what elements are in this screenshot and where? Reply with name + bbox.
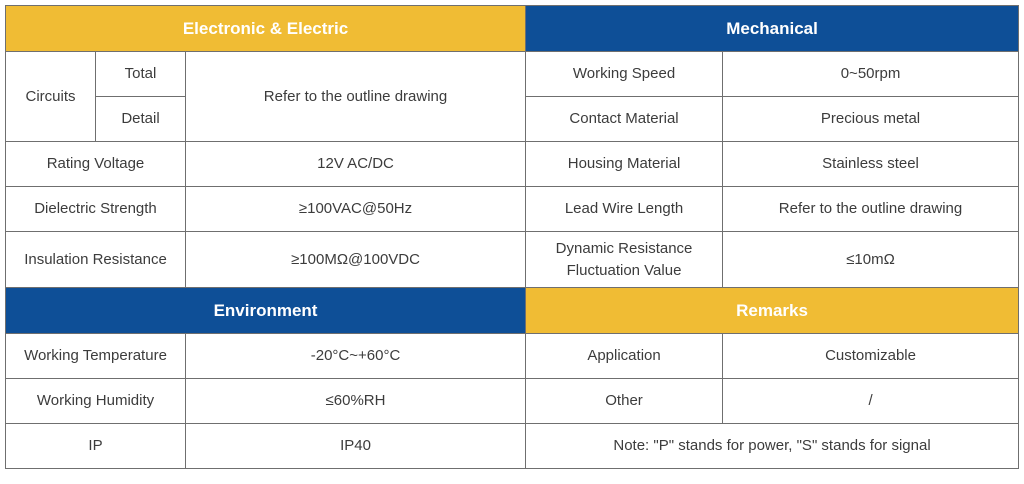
insulation-resistance-value: ≥100MΩ@100VDC	[186, 232, 526, 288]
working-humidity-label: Working Humidity	[6, 379, 186, 424]
table-row	[6, 424, 1019, 469]
table-row	[6, 187, 1019, 232]
table-row	[6, 142, 1019, 187]
other-value: /	[723, 379, 1019, 424]
table-row	[6, 334, 1019, 379]
working-speed-value: 0~50rpm	[723, 52, 1019, 97]
table-row	[6, 379, 1019, 424]
circuits-value: Refer to the outline drawing	[186, 52, 526, 142]
contact-material-label: Contact Material	[526, 97, 723, 142]
dynamic-resistance-label	[526, 232, 723, 288]
table-row	[6, 232, 1019, 288]
insulation-resistance-label: Insulation Resistance	[6, 232, 186, 288]
mechanical-section-header: Mechanical	[526, 6, 1019, 52]
working-humidity-value: ≤60%RH	[186, 379, 526, 424]
application-value: Customizable	[723, 334, 1019, 379]
rating-voltage-label: Rating Voltage	[6, 142, 186, 187]
section-header-row	[6, 288, 1019, 334]
dynamic-resistance-label-line2: Fluctuation Value	[566, 261, 682, 279]
ip-value: IP40	[186, 424, 526, 469]
circuits-detail-label: Detail	[96, 97, 186, 142]
contact-material-value: Precious metal	[723, 97, 1019, 142]
dynamic-resistance-value: ≤10mΩ	[723, 232, 1019, 288]
section-header-row	[6, 6, 1019, 52]
housing-material-value: Stainless steel	[723, 142, 1019, 187]
remarks-section-header: Remarks	[526, 288, 1019, 334]
lead-wire-length-value: Refer to the outline drawing	[723, 187, 1019, 232]
dielectric-strength-value: ≥100VAC@50Hz	[186, 187, 526, 232]
working-temperature-label: Working Temperature	[6, 334, 186, 379]
lead-wire-length-label: Lead Wire Length	[526, 187, 723, 232]
electronic-section-header: Electronic & Electric	[6, 6, 526, 52]
application-label: Application	[526, 334, 723, 379]
other-label: Other	[526, 379, 723, 424]
rating-voltage-value: 12V AC/DC	[186, 142, 526, 187]
table-row	[6, 52, 1019, 97]
working-speed-label: Working Speed	[526, 52, 723, 97]
circuits-label: Circuits	[6, 52, 96, 142]
housing-material-label: Housing Material	[526, 142, 723, 187]
remarks-note: Note: "P" stands for power, "S" stands for signal	[526, 424, 1019, 469]
dielectric-strength-label: Dielectric Strength	[6, 187, 186, 232]
working-temperature-value: -20°C~+60°C	[186, 334, 526, 379]
spec-table	[5, 5, 1019, 469]
circuits-total-label: Total	[96, 52, 186, 97]
environment-section-header: Environment	[6, 288, 526, 334]
dynamic-resistance-label-line1: Dynamic Resistance	[555, 239, 693, 257]
ip-label: IP	[6, 424, 186, 469]
